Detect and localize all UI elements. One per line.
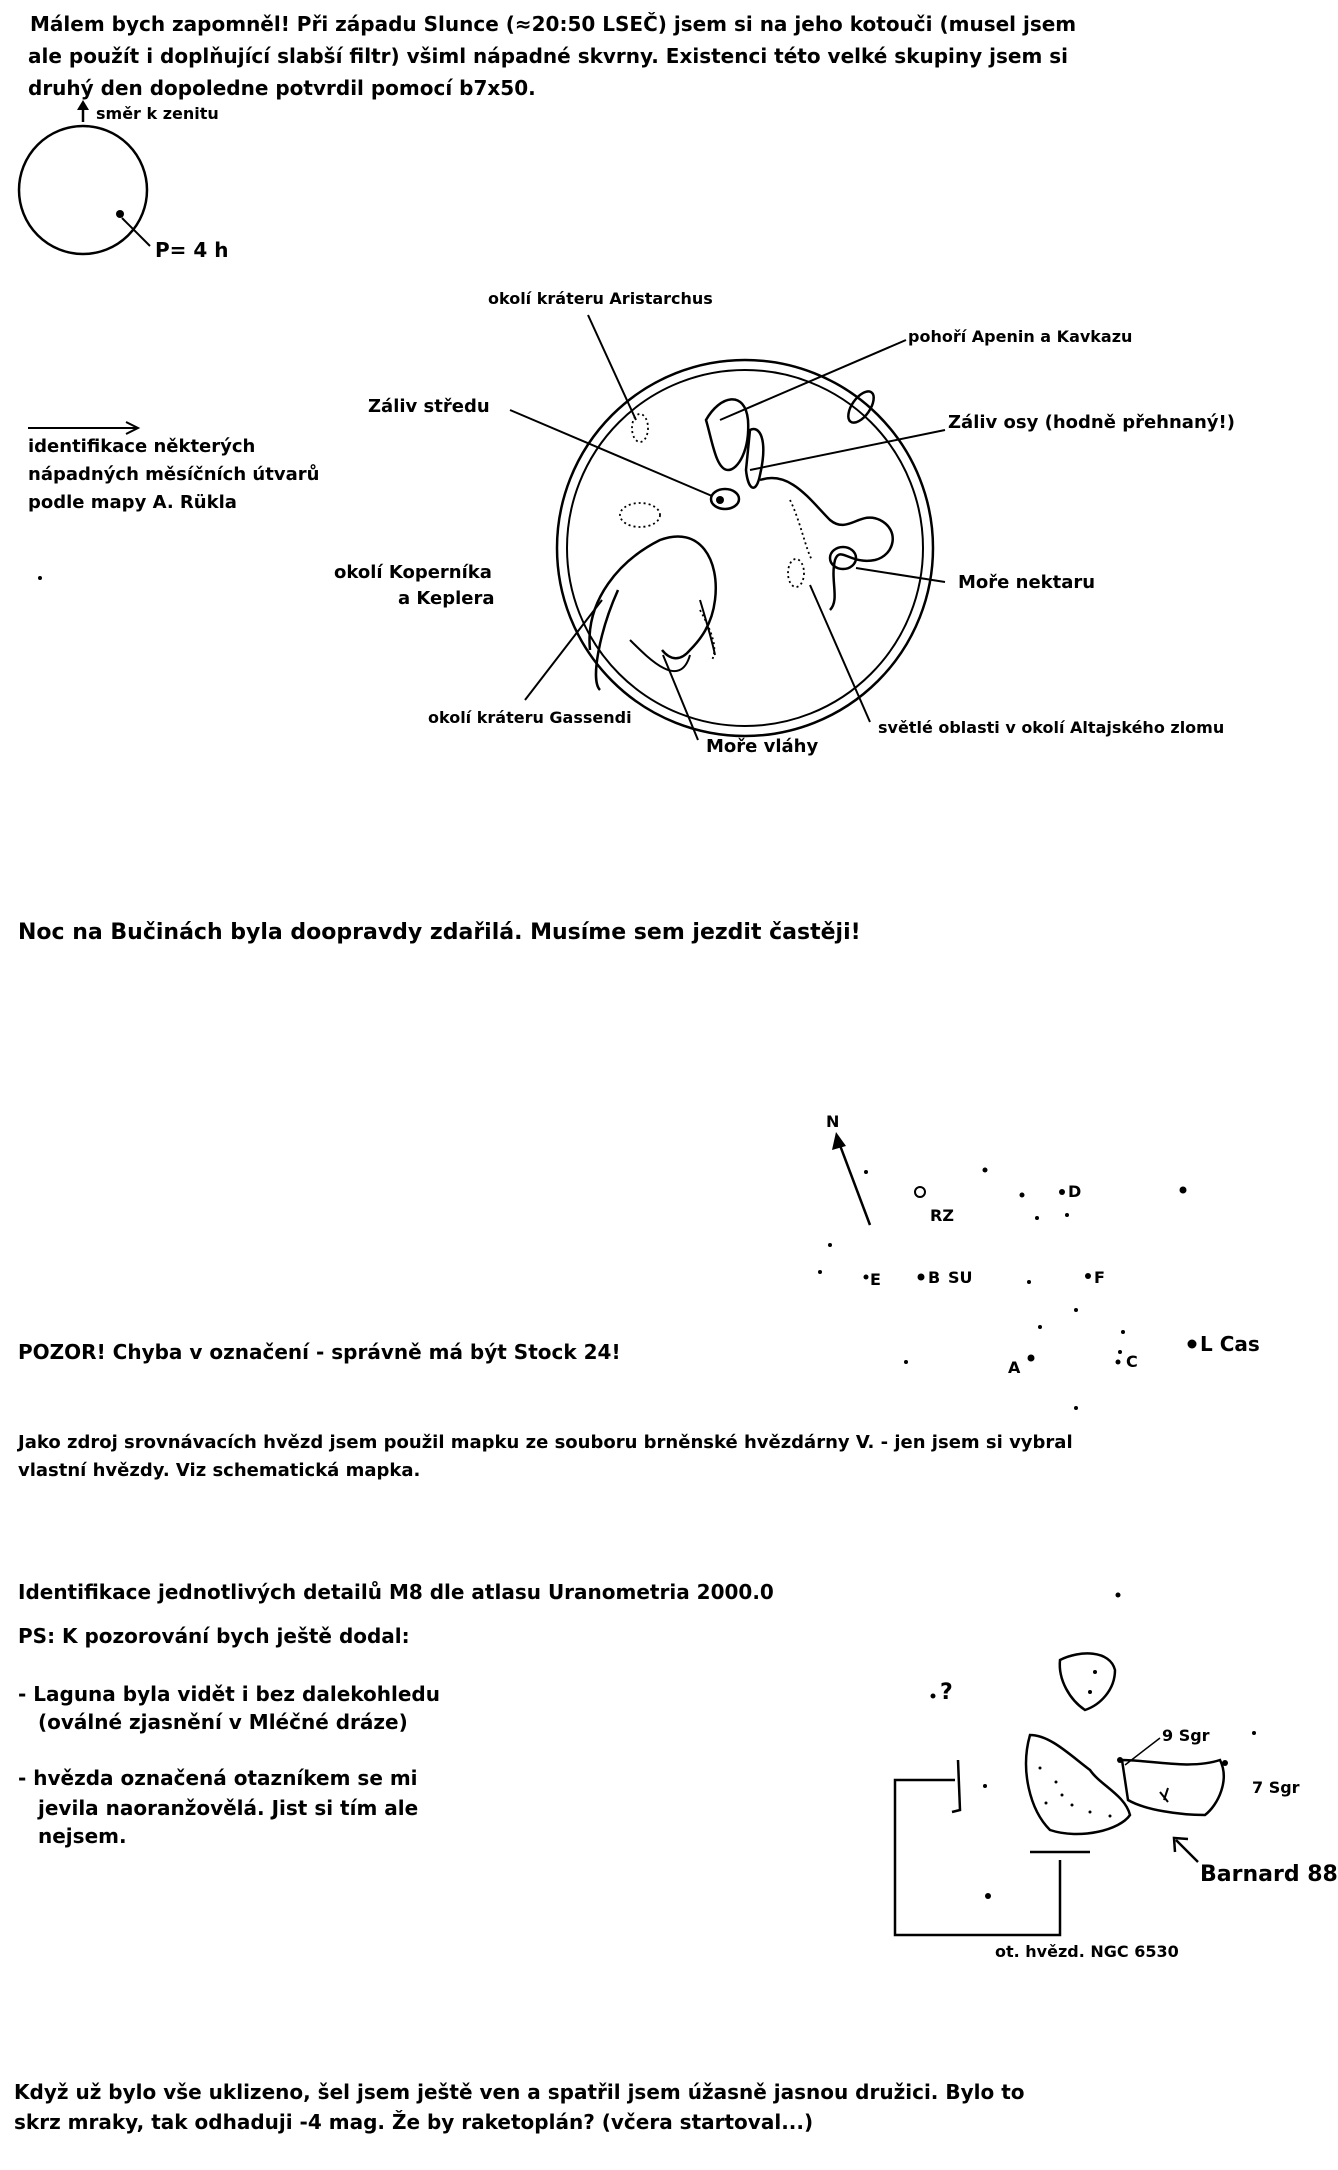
lagoon-region xyxy=(1026,1735,1130,1834)
label-ngc-6530: ot. hvězd. NGC 6530 xyxy=(995,1942,1179,1961)
label-vlahy: Moře vláhy xyxy=(706,736,819,757)
upper-star-2 xyxy=(1088,1690,1092,1694)
label-a: A xyxy=(1008,1358,1021,1377)
ps-line-5: jevila naoranžovělá. Jist si tím ale xyxy=(38,1796,419,1820)
ps-line-6: nejsem. xyxy=(38,1824,127,1848)
label-su: SU xyxy=(948,1268,973,1287)
label-e: E xyxy=(870,1270,881,1289)
label-7-sgr: 7 Sgr xyxy=(1252,1778,1300,1797)
upper-star-1 xyxy=(1093,1670,1097,1674)
ps-line-2: - Laguna byla vidět i bez dalekohledu xyxy=(18,1682,440,1706)
label-l-cas: L Cas xyxy=(1200,1332,1260,1356)
m8-star-top xyxy=(1116,1593,1121,1598)
label-zaliv-osy: Záliv osy (hodně přehnaný!) xyxy=(948,412,1235,433)
label-barnard-88: Barnard 88 xyxy=(1200,1862,1338,1887)
lagoon-star-7 xyxy=(1109,1815,1112,1818)
intro-line-2: ale použít i doplňující slabší filtr) všiml nápadné skvrny. Existenci této velké skupiny jsem si xyxy=(28,44,1069,68)
lagoon-star-1 xyxy=(1039,1767,1042,1770)
lagoon-star-4 xyxy=(1071,1804,1074,1807)
lagoon-star-2 xyxy=(1055,1781,1058,1784)
label-rz: RZ xyxy=(930,1206,954,1225)
label-gassendi: okolí kráteru Gassendi xyxy=(428,708,632,727)
position-angle-label: P= 4 h xyxy=(155,238,229,262)
b88-mark xyxy=(1160,1788,1168,1802)
north-label: N xyxy=(826,1112,840,1131)
label-apenin: pohoří Apenin a Kavkazu xyxy=(908,327,1133,346)
label-question-star: ? xyxy=(940,1680,953,1705)
label-b: B xyxy=(928,1268,941,1287)
side-note-line-1: identifikace některých xyxy=(28,436,256,457)
side-note-line-3: podle mapy A. Rükla xyxy=(28,492,237,513)
ngc-6530-box xyxy=(895,1780,1060,1935)
label-aristarchus: okolí kráteru Aristarchus xyxy=(488,289,713,308)
bucina-note: Noc na Bučinách byla doopravdy zdařilá. Musíme sem jezdit častěji! xyxy=(18,920,861,945)
m8-title: Identifikace jednotlivých detailů M8 dle atlasu Uranometria 2000.0 xyxy=(18,1580,774,1604)
m8-star-left xyxy=(983,1784,987,1788)
label-f: F xyxy=(1094,1268,1105,1287)
label-9-sgr: 9 Sgr xyxy=(1162,1726,1210,1745)
closing-note-line-2: skrz mraky, tak odhaduji -4 mag. Že by raketoplán? (včera startoval...) xyxy=(14,2110,814,2134)
label-altai: světlé oblasti v okolí Altajského zlomu xyxy=(878,718,1225,737)
m8-star-ngc xyxy=(985,1893,991,1899)
star-7-sgr xyxy=(1222,1760,1228,1766)
ps-line-1: PS: K pozorování bych ještě dodal: xyxy=(18,1624,410,1648)
zenith-label: směr k zenitu xyxy=(96,104,219,123)
pozor-note: POZOR! Chyba v označení - správně má být Stock 24! xyxy=(18,1340,621,1364)
side-note-line-2: nápadných měsíčních útvarů xyxy=(28,464,320,485)
m8-star-right xyxy=(1252,1731,1256,1735)
lagoon-star-6 xyxy=(1089,1811,1092,1814)
star-9-sgr xyxy=(1117,1757,1123,1763)
lagoon-star-5 xyxy=(1045,1802,1048,1805)
comparison-note-line-1: Jako zdroj srovnávacích hvězd jsem použil mapku ze souboru brněnské hvězdárny V. - jen jsem si vybral xyxy=(18,1432,1073,1453)
comparison-note-line-2: vlastní hvězdy. Viz schematická mapka. xyxy=(18,1460,421,1481)
label-c: C xyxy=(1126,1352,1138,1371)
label-d: D xyxy=(1068,1182,1082,1201)
label-kepler: a Keplera xyxy=(398,588,495,609)
intro-line-1: Málem bych zapomněl! Při západu Slunce (≈20:50 LSEČ) jsem si na jeho kotouči (musel jsem xyxy=(30,12,1077,36)
closing-note-line-1: Když už bylo vše uklizeno, šel jsem ještě ven a spatřil jsem úžasně jasnou družici. Bylo to xyxy=(14,2080,1025,2104)
ngc-bracket-left xyxy=(952,1760,960,1812)
label-zaliv-stredu: Záliv středu xyxy=(368,396,490,417)
intro-line-3: druhý den dopoledne potvrdil pomocí b7x50. xyxy=(28,76,536,100)
ps-line-3: (oválné zjasnění v Mléčné dráze) xyxy=(38,1710,408,1734)
ps-line-4: - hvězda označená otazníkem se mi xyxy=(18,1766,418,1790)
label-nektar: Moře nektaru xyxy=(958,572,1096,593)
star-question xyxy=(931,1694,936,1699)
barnard-arrow-line xyxy=(1176,1840,1198,1862)
upper-nebula xyxy=(1060,1653,1115,1710)
hourglass-region xyxy=(1122,1760,1224,1815)
label-kopernik: okolí Koperníka xyxy=(334,562,492,583)
lagoon-star-3 xyxy=(1061,1794,1064,1797)
